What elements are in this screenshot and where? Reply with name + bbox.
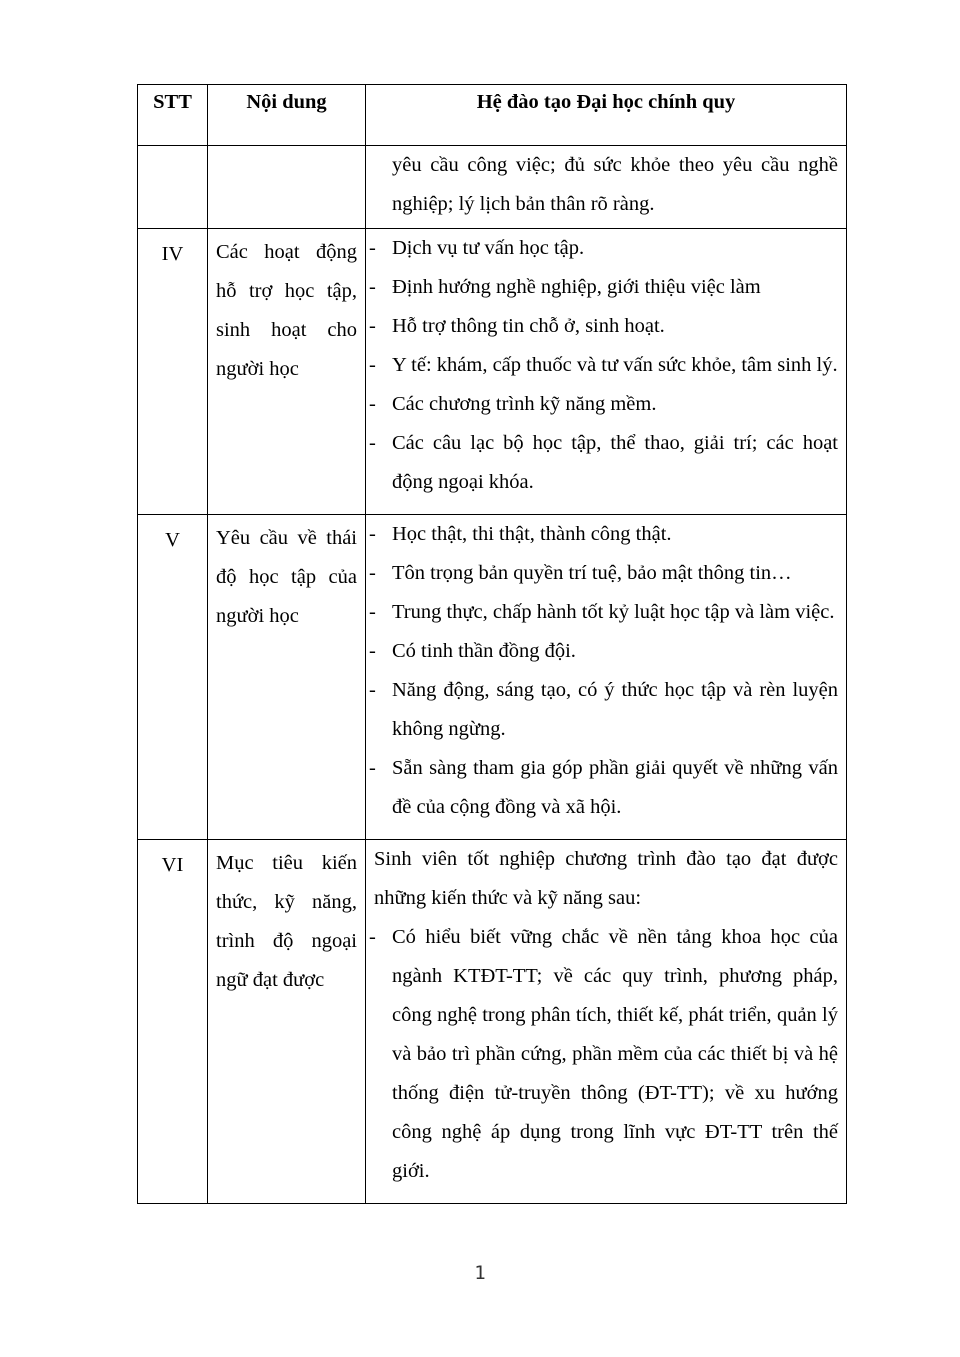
row-content: Yêu cầu về thái độ học tập của người học: [208, 515, 366, 840]
list-item: - Tôn trọng bản quyền trí tuệ, bảo mật thông tin…: [369, 562, 792, 584]
row-details: [366, 840, 847, 1204]
row-stt: IV: [138, 229, 208, 515]
header-program: Hệ đào tạo Đại học chính quy: [366, 85, 847, 146]
row-stt: VI: [138, 840, 208, 1204]
header-stt: STT: [138, 85, 208, 146]
row-intro: Sinh viên tốt nghiệp chương trình đào tạo đạt được những kiến thức và kỹ năng sau:: [374, 848, 838, 909]
header-row: [138, 85, 847, 146]
program-table: [137, 84, 847, 1204]
row-content: Các hoạt động hỗ trợ học tập, sinh hoạt cho người học: [208, 229, 366, 515]
header-content: Nội dung: [208, 85, 366, 146]
list-item: - Có hiểu biết vững chắc về nền tảng khoa học của ngành KTĐT-TT; về các quy trình, phương pháp, công nghệ trong phân tích, thiết kế, phát triển, quản lý và bảo trì phần cứng, phần mềm của các thiết bị và hệ thống điện tử-truyền thông (ĐT-TT); về xu hướng công nghệ áp dụng trong lĩnh vực ĐT-TT trên thế giới.: [369, 926, 838, 1182]
table-row: [138, 229, 847, 515]
list-item: - Các câu lạc bộ học tập, thể thao, giải trí; các hoạt động ngoại khóa.: [369, 432, 838, 493]
continuation-row: [138, 146, 847, 229]
table-row: [138, 840, 847, 1204]
row-details: [366, 229, 847, 515]
row-content: Mục tiêu kiến thức, kỹ năng, trình độ ngoại ngữ đạt được: [208, 840, 366, 1204]
list-item: - Năng động, sáng tạo, có ý thức học tập và rèn luyện không ngừng.: [369, 679, 838, 740]
list-item: - Y tế: khám, cấp thuốc và tư vấn sức khỏe, tâm sinh lý.: [369, 354, 838, 376]
list-item: - Dịch vụ tư vấn học tập.: [369, 237, 585, 259]
page-number: 1: [474, 1262, 486, 1284]
table-row: [138, 515, 847, 840]
row-details: [366, 515, 847, 840]
list-item: - Có tinh thần đồng đội.: [369, 640, 576, 662]
list-item: - Trung thực, chấp hành tốt kỷ luật học tập và làm việc.: [369, 601, 835, 623]
row-stt: V: [138, 515, 208, 840]
list-item: - Sẵn sàng tham gia góp phần giải quyết về những vấn đề của cộng đồng và xã hội.: [369, 757, 838, 818]
list-item: - Các chương trình kỹ năng mềm.: [369, 393, 657, 415]
list-item: - Hỗ trợ thông tin chỗ ở, sinh hoạt.: [369, 315, 665, 337]
continuation-text: yêu cầu công việc; đủ sức khỏe theo yêu cầu nghề nghiệp; lý lịch bản thân rõ ràng.: [392, 154, 838, 215]
list-item: - Định hướng nghề nghiệp, giới thiệu việc làm: [369, 276, 761, 298]
list-item: - Học thật, thi thật, thành công thật.: [369, 523, 672, 545]
